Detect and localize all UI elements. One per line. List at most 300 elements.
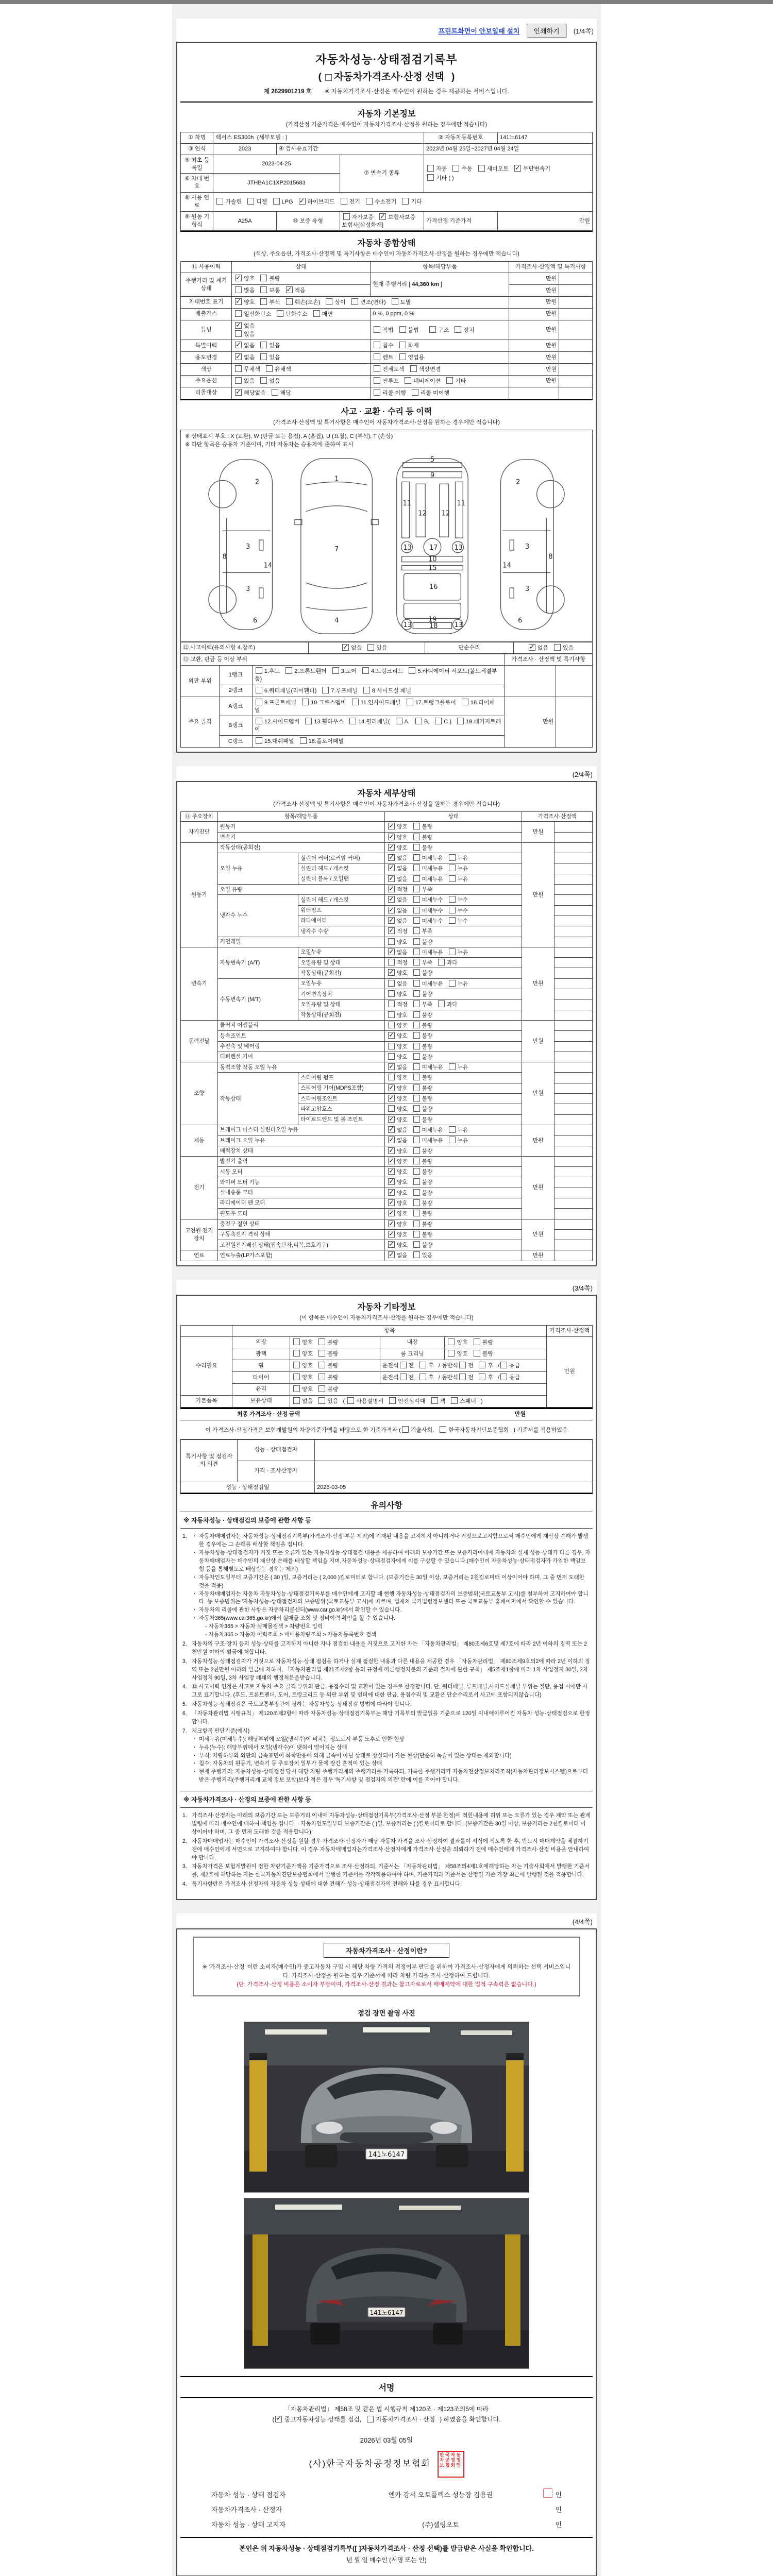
checkbox[interactable] [349,718,356,724]
checkbox[interactable] [413,1116,420,1123]
checkbox[interactable] [374,326,380,333]
checkbox[interactable] [388,1011,395,1018]
checkbox[interactable] [431,1397,438,1404]
checkbox[interactable] [459,1362,466,1368]
checkbox[interactable] [399,342,406,348]
checkbox[interactable] [413,1147,420,1154]
checkbox[interactable] [342,644,349,651]
checkbox[interactable] [235,298,242,305]
checkbox[interactable] [529,644,535,651]
detail-cell [385,885,522,895]
checkbox[interactable] [413,1043,420,1049]
checkbox[interactable] [326,298,332,305]
checkbox[interactable] [413,1084,420,1091]
svg-text:17: 17 [429,544,438,552]
detail-cell [385,1177,522,1188]
option-label: 없음 [397,897,408,904]
buyer-confirmation [180,2537,593,2571]
comprehensive-subtitle: (색상, 주요옵션, 가격조사·산정액 및 특기사항은 매수인이 자동차가격조사·산정을 원하는 경우에만 적습니다) [254,251,519,258]
infobox-line-2: (단, 가격조사·산정 비용은 소비자 부담이며, 가격조사·산정 결과는 참고자료로서 매매계약에 대한 법적 구속력은 없습니다.) [237,1981,536,1988]
checkbox[interactable] [474,1350,480,1357]
checkbox[interactable] [459,1374,466,1380]
checkbox[interactable] [474,1338,480,1345]
checkbox[interactable] [235,286,242,293]
option-label: 10.크로스멤버 [311,699,346,706]
checkbox[interactable] [235,330,242,337]
checkbox[interactable] [413,1053,420,1060]
checkbox[interactable] [388,854,395,861]
checkbox[interactable] [388,1199,395,1206]
browser-top-strip [0,0,773,4]
checkbox[interactable] [367,2416,374,2422]
checkbox[interactable] [407,699,413,705]
checkbox[interactable] [216,198,223,205]
checkbox[interactable] [388,1043,395,1049]
checkbox[interactable] [277,310,283,317]
svg-text:13: 13 [454,621,463,629]
option-label: 미세누유 [422,866,443,872]
checkbox[interactable] [260,342,267,348]
detail-cell: 작동상태(공회전) [217,842,385,853]
checkbox[interactable] [419,1362,426,1368]
checkbox[interactable] [235,353,242,360]
checkbox[interactable] [554,644,561,651]
checkbox[interactable] [352,699,359,705]
checkbox[interactable] [449,907,456,913]
checkbox[interactable] [235,322,242,329]
checkbox[interactable] [413,969,420,976]
detail-cell: 작동상태(공회전) [298,968,385,978]
checkbox[interactable] [410,365,417,372]
detail-cell [554,916,593,926]
checkbox[interactable] [427,165,434,172]
checkbox[interactable] [235,310,242,317]
checkbox[interactable] [293,1385,300,1392]
checkbox[interactable] [457,718,464,724]
checkbox[interactable] [388,1147,395,1154]
checkbox[interactable] [388,875,395,882]
checkbox[interactable] [388,1053,395,1060]
field-label: ⑧ 사용 연료 [181,193,213,212]
checkbox[interactable] [388,969,395,976]
checkbox[interactable] [388,1251,395,1258]
document-subtitle [180,67,593,87]
checkbox[interactable] [302,699,309,705]
option-label: 없음 [397,1127,408,1133]
basic-info-subtitle: (가격산정 기준가격은 매수인이 자동차가격조사·산정을 원하는 경우에만 적습니다) [285,122,488,128]
checkbox[interactable] [247,198,254,205]
checkbox[interactable] [388,1210,395,1216]
detail-cell: 파워고압호스 [298,1104,385,1114]
checkbox[interactable] [429,326,436,333]
checkbox[interactable] [388,1105,395,1112]
checkbox[interactable] [449,1126,456,1133]
checkbox[interactable] [256,737,262,744]
detail-cell: 작동상태 [217,1073,298,1125]
checkbox[interactable] [388,1158,395,1164]
checkbox[interactable] [260,353,267,360]
row-label: 룸 크리닝 [380,1348,445,1360]
checkbox[interactable] [388,1178,395,1185]
checkbox[interactable] [413,1210,420,1216]
checkbox[interactable] [332,667,339,674]
print-toolbar [176,19,597,42]
plate-number: 141노6147 [498,132,593,144]
checkbox[interactable] [413,1063,420,1070]
option-label: 적정 [397,1002,408,1008]
checkbox[interactable] [388,1189,395,1196]
checkbox[interactable] [413,938,420,945]
checkbox[interactable] [318,1338,325,1345]
checkbox[interactable] [388,823,395,829]
notice-item-text: 특기사항란은 가격조사·산정자의 자동차 성능·상태에 대한 견해가 성능·상태점검자의 견해와 다를 경우 표시합니다. [192,1881,462,1888]
checkbox[interactable] [313,310,320,317]
checkbox[interactable] [286,298,293,305]
checkbox[interactable] [388,886,395,892]
checkbox[interactable] [388,1221,395,1227]
checkbox[interactable] [388,938,395,945]
checkbox[interactable] [388,896,395,903]
checkbox[interactable] [413,896,420,903]
frame-label: 주요 골격 [181,697,220,747]
checkbox[interactable] [260,275,267,281]
signer-row [180,2517,593,2532]
print-button[interactable]: 인쇄하기 [527,24,566,38]
checkbox[interactable] [449,980,456,987]
checkbox[interactable] [318,1350,325,1357]
checkbox[interactable] [392,298,398,305]
checkbox[interactable] [374,389,380,396]
checkbox[interactable] [388,1063,395,1070]
field-label: ① 차명 [181,132,213,144]
checkbox[interactable] [413,865,420,871]
checkbox[interactable] [413,854,420,861]
checkbox[interactable] [367,644,374,651]
checkbox[interactable] [388,1095,395,1101]
checkbox[interactable] [260,298,267,305]
checkbox[interactable] [285,667,292,674]
checkbox[interactable] [293,1397,300,1404]
checkbox[interactable] [235,275,242,281]
option-label: 영업용 [408,354,425,361]
col-header: ⑪ 사용이력 [181,262,232,273]
checkbox[interactable] [396,718,402,724]
option-label: 전기 [349,198,360,205]
option-label: 부식 [269,299,280,306]
option-label: 전 [467,1375,474,1381]
opinion-table [180,1439,593,1494]
option-label: 누유 [457,866,468,872]
option-label: 전 [467,1363,474,1369]
checkbox[interactable] [413,1105,420,1112]
checkbox[interactable] [366,198,373,205]
checkbox[interactable] [318,1385,325,1392]
checkbox[interactable] [449,875,456,882]
checkbox[interactable] [413,948,420,955]
checkbox[interactable] [413,1241,420,1248]
transmission-options [424,155,593,192]
row-label: 용도변경 [181,352,232,364]
checkbox[interactable] [293,1350,300,1357]
checkbox[interactable] [399,353,406,360]
checkbox[interactable] [514,165,521,172]
checkbox[interactable] [235,365,242,372]
model-year: 2023 [213,143,277,155]
option-label: 누수 [457,897,468,904]
checkbox[interactable] [449,865,456,871]
checkbox[interactable] [286,286,293,293]
checkbox[interactable] [479,1362,485,1368]
checkbox[interactable] [413,1189,420,1196]
detail-cell [385,863,522,874]
checkbox[interactable] [293,1362,300,1368]
checkbox[interactable] [413,1168,420,1175]
detail-cell [554,1010,593,1020]
checkbox[interactable] [374,377,380,384]
checkbox[interactable] [449,1063,456,1070]
option-label: 적정 [397,887,408,893]
option-label: 전 [408,1375,414,1381]
checkbox[interactable] [388,1126,395,1133]
checkbox[interactable] [388,1241,395,1248]
checkbox[interactable] [455,326,461,333]
checkbox[interactable] [413,990,420,997]
checkbox[interactable] [413,823,420,829]
checkbox[interactable] [388,865,395,871]
checkbox[interactable] [452,165,459,172]
checkbox[interactable] [260,377,267,384]
checkbox[interactable] [413,844,420,851]
detail-cell [554,1104,593,1114]
checkbox[interactable] [351,298,358,305]
checkbox[interactable] [462,699,468,705]
checkbox[interactable] [388,917,395,924]
checkbox[interactable] [388,907,395,913]
checkbox[interactable] [388,980,395,987]
checkbox[interactable] [413,1095,420,1101]
checkbox[interactable] [419,1374,426,1380]
checkbox[interactable] [449,948,456,955]
checkbox[interactable] [413,907,420,913]
checkbox[interactable] [273,198,280,205]
checkbox[interactable] [374,353,380,360]
checkbox[interactable] [388,844,395,851]
checkbox[interactable] [388,1032,395,1039]
tire-position-options: 운전석 전 후 / 동반석 전 후 / 응급 [380,1372,547,1384]
checkbox[interactable] [413,927,420,934]
checkbox[interactable] [347,1397,354,1404]
checkbox[interactable] [235,389,242,396]
checkbox[interactable] [260,286,267,293]
checkbox[interactable] [388,1116,395,1123]
checkbox[interactable] [413,1074,420,1080]
checkbox[interactable] [388,1084,395,1091]
detail-cell [554,1156,593,1166]
option-label: C ) [444,719,452,725]
col-header: 상태 [385,812,522,822]
checkbox[interactable] [413,1199,420,1206]
detail-cell: 오일 누유 [217,853,298,885]
checkbox[interactable] [388,1074,395,1080]
checkbox[interactable] [362,667,369,674]
checkbox[interactable] [413,834,420,840]
option-label: 미세누수 [422,918,443,924]
option-label: 자동차가격조사 · 산정 [376,2416,435,2424]
checkbox[interactable] [400,1362,407,1368]
checkbox[interactable] [448,1338,455,1345]
checkbox[interactable] [256,667,262,674]
detail-cell [554,1209,593,1219]
checkbox[interactable] [293,1374,300,1380]
checkbox[interactable] [256,699,262,705]
checkbox[interactable] [318,1374,325,1380]
checkbox[interactable] [413,1022,420,1028]
checkbox[interactable] [272,389,278,396]
checkbox[interactable] [438,1001,445,1007]
checkbox[interactable] [479,1374,485,1380]
checkbox[interactable] [412,389,418,396]
checkbox[interactable] [374,342,380,348]
checkbox[interactable] [413,875,420,882]
checkbox[interactable] [413,1032,420,1039]
checkbox[interactable] [388,990,395,997]
checkbox[interactable] [400,1374,407,1380]
detail-cell: 수동변속기 (M/T) [217,978,298,1020]
checkbox[interactable] [438,959,445,965]
option-label: 양호 [397,824,408,831]
checkbox[interactable] [413,1231,420,1238]
checkbox[interactable] [318,1397,325,1404]
checkbox[interactable] [449,896,456,903]
option-label: 11.인사이드패널 [360,699,401,706]
svg-text:15: 15 [428,564,437,572]
checkbox[interactable] [413,917,420,924]
detail-cell: 만원 [522,1219,554,1250]
checkbox[interactable] [405,377,411,384]
checkbox[interactable] [388,948,395,955]
option-label: 12.사이드멤버 [264,719,300,725]
checkbox[interactable] [413,886,420,892]
option-label: 없음 [537,645,549,651]
checkbox[interactable] [266,365,273,372]
checkbox[interactable] [500,1374,507,1380]
checkbox[interactable] [413,959,420,965]
signer-label: 자동차 성능 · 상태 고지자 [211,2521,286,2529]
notice-item-text [192,1533,591,1639]
checkbox[interactable] [388,1168,395,1175]
checkbox[interactable] [449,854,456,861]
option-label: 미세누유 [422,876,443,883]
detail-cell [385,1136,522,1146]
printer-install-link[interactable]: 프린트화면이 안보일때 설치 [438,27,520,35]
checkbox[interactable] [413,1221,420,1227]
checkbox[interactable] [343,213,350,220]
accident-subtitle: (가격조사·산정액 및 특기사항은 매수인이 자동차가격조사·산정을 원하는 경우에만 적습니다) [273,419,500,426]
checkbox[interactable] [235,342,242,348]
simple-repair-label: 단순수리 [425,642,513,654]
checkbox[interactable] [256,718,262,724]
checkbox[interactable] [293,1338,300,1345]
emission-options [232,308,371,320]
signer-label: 자동차 성능 · 상태 점검자 [211,2491,286,2499]
checkbox[interactable] [435,718,442,724]
checkbox[interactable] [451,1397,458,1404]
checkbox[interactable] [388,1022,395,1028]
checkbox[interactable] [388,959,395,965]
option-label: 없음 [350,645,362,651]
checkbox[interactable] [415,718,422,724]
checkbox[interactable] [388,1001,395,1007]
checkbox[interactable] [299,198,306,205]
checkbox[interactable] [322,687,329,693]
checkbox[interactable] [318,1362,325,1368]
checkbox[interactable] [388,1231,395,1238]
checkbox[interactable] [341,198,347,205]
checkbox[interactable] [413,1126,420,1133]
checkbox[interactable] [388,927,395,934]
checkbox[interactable] [379,213,386,220]
exterior-options [290,1336,380,1348]
detail-cell [554,895,593,905]
checkbox[interactable] [402,1426,409,1433]
checkbox[interactable] [413,1001,420,1007]
checkbox[interactable] [413,1137,420,1143]
checkbox[interactable] [413,1251,420,1258]
checkbox[interactable] [363,687,370,693]
detail-cell: 실린더 헤드 / 개스킷 [298,863,385,874]
checkbox[interactable] [399,326,406,333]
checkbox[interactable] [325,74,332,81]
checkbox[interactable] [449,917,456,924]
checkbox[interactable] [413,980,420,987]
wheel-options [290,1360,380,1372]
signature-title: 서명 [180,2377,593,2398]
detail-row [181,822,593,832]
checkbox[interactable] [449,1137,456,1143]
price-estimate-infobox [193,1937,580,1996]
checkbox[interactable] [440,1426,446,1433]
checkbox[interactable] [235,377,242,384]
checkbox[interactable] [389,1397,396,1404]
photos-title: 점검 장면 촬영 사진 [358,2009,415,2018]
checkbox[interactable] [427,174,434,181]
detail-cell: 오일유량 및 상태 [298,999,385,1010]
checkbox[interactable] [413,1158,420,1164]
notice-item-number: 7. [182,1727,187,1734]
checkbox[interactable] [300,737,307,744]
checkbox[interactable] [478,165,485,172]
checkbox[interactable] [413,1011,420,1018]
option-label: 탄화수소 [285,311,308,317]
option-label: 스패너 [460,1398,477,1404]
checkbox[interactable] [402,198,409,205]
checkbox[interactable] [305,718,312,724]
checkbox[interactable] [413,1178,420,1185]
checkbox[interactable] [275,2416,282,2422]
checkbox[interactable] [388,1137,395,1143]
checkbox[interactable] [256,687,262,693]
notice-item-number: 2. [182,1640,187,1647]
checkbox[interactable] [446,377,453,384]
option-label: 없음 [301,1398,313,1404]
checkbox[interactable] [409,667,415,674]
checkbox[interactable] [374,365,380,372]
checkbox[interactable] [500,1362,507,1368]
checkbox[interactable] [448,1350,455,1357]
notice-item-number: 1. [182,1812,187,1819]
checkbox[interactable] [388,834,395,840]
price-unit: 만원 [505,697,556,747]
